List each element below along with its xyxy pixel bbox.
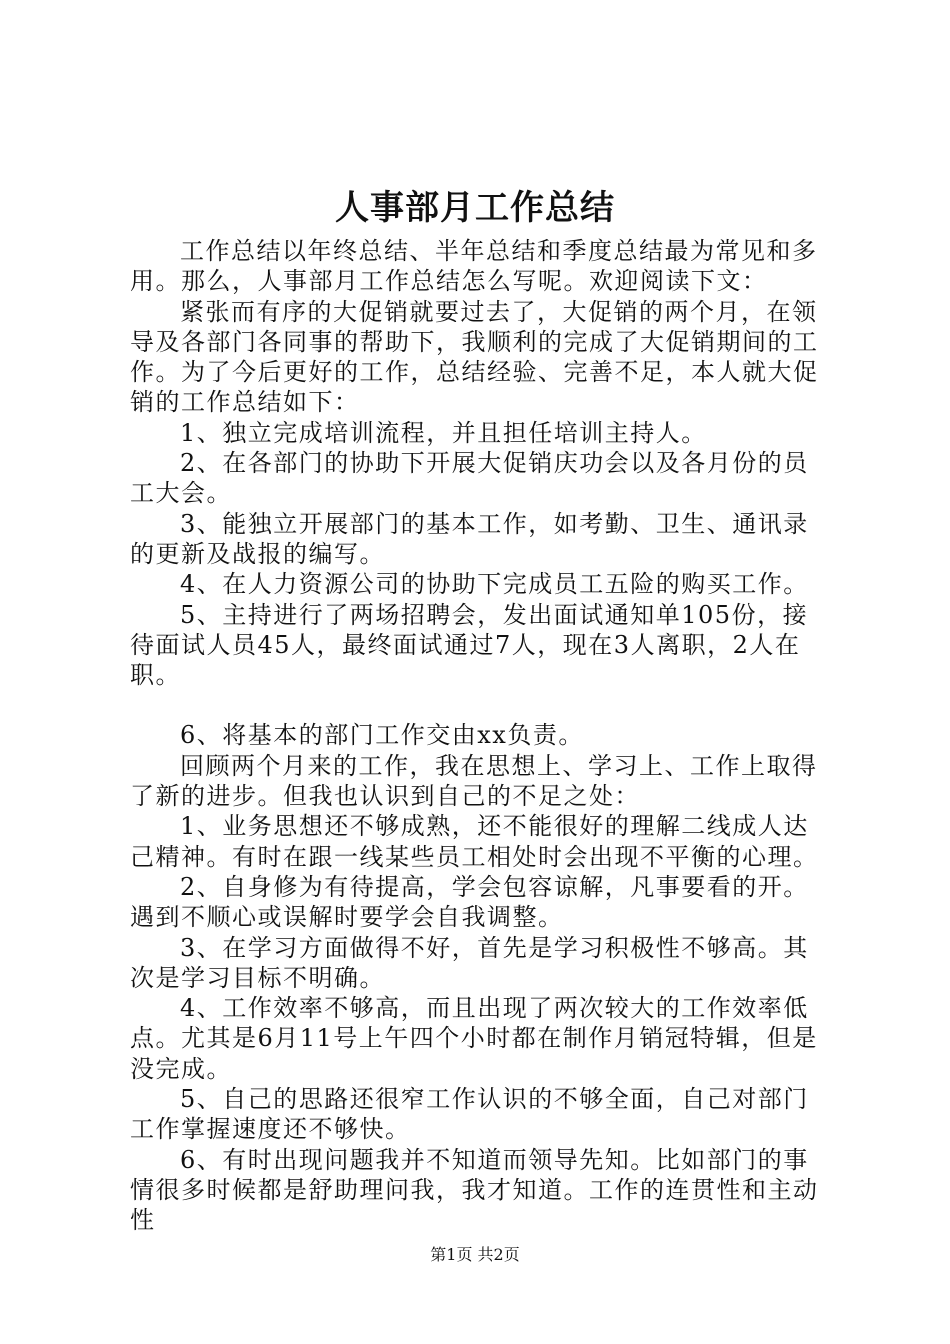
achievement-item-6: 6、将基本的部门工作交由xx负责。 bbox=[180, 721, 584, 750]
shortcoming-item-1: 1、业务思想还不够成熟，还不能很好的理解二线成人达己精神。有时在跟一线某些员工相处时会出现不平衡的心理。 bbox=[130, 812, 819, 871]
document-body bbox=[130, 236, 830, 1236]
page-title: 人事部月工作总结 bbox=[335, 188, 615, 228]
shortcoming-item-6: 6、有时出现问题我并不知道而领导先知。比如部门的事情很多时候都是舒助理问我，我才知道。工作的连贯性和主动性 bbox=[130, 1145, 819, 1235]
shortcoming-item-4: 4、工作效率不够高，而且出现了两次较大的工作效率低点。尤其是6月11号上午四个小时都在制作月销冠特辑，但是没完成。 bbox=[130, 994, 818, 1083]
achievement-item-1: 1、独立完成培训流程，并且担任培训主持人。 bbox=[180, 418, 707, 447]
paragraph-intro: 工作总结以年终总结、半年总结和季度总结最为常见和多用。那么，人事部月工作总结怎么写呢。欢迎阅读下文： bbox=[130, 237, 818, 296]
achievement-item-3: 3、能独立开展部门的基本工作，如考勤、卫生、通讯录的更新及战报的编写。 bbox=[130, 509, 809, 568]
paragraph-overview: 紧张而有序的大促销就要过去了，大促销的两个月，在领导及各部门各同事的帮助下，我顺利的完成了大促销期间的工作。为了今后更好的工作，总结经验、完善不足，本人就大促销的工作总结如下： bbox=[130, 297, 819, 417]
blank-line bbox=[130, 690, 830, 720]
shortcoming-item-5: 5、自己的思路还很窄工作认识的不够全面，自己对部门工作掌握速度还不够快。 bbox=[130, 1085, 809, 1144]
achievement-item-5: 5、主持进行了两场招聘会，发出面试通知单105份，接待面试人员45人，最终面试通过7人，现在3人离职，2人在职。 bbox=[130, 600, 809, 690]
shortcoming-item-3: 3、在学习方面做得不好，首先是学习积极性不够高。其次是学习目标不明确。 bbox=[130, 933, 809, 992]
achievement-item-2: 2、在各部门的协助下开展大促销庆功会以及各月份的员工大会。 bbox=[130, 449, 809, 508]
page-footer: 第1页 共2页 bbox=[430, 1245, 520, 1264]
paragraph-review: 回顾两个月来的工作，我在思想上、学习上、工作上取得了新的进步。但我也认识到自己的不足之处： bbox=[130, 751, 818, 811]
achievement-item-4: 4、在人力资源公司的协助下完成员工五险的购买工作。 bbox=[180, 570, 809, 599]
shortcoming-item-2: 2、自身修为有待提高，学会包容谅解，凡事要看的开。遇到不顺心或误解时要学会自我调整。 bbox=[130, 872, 809, 932]
